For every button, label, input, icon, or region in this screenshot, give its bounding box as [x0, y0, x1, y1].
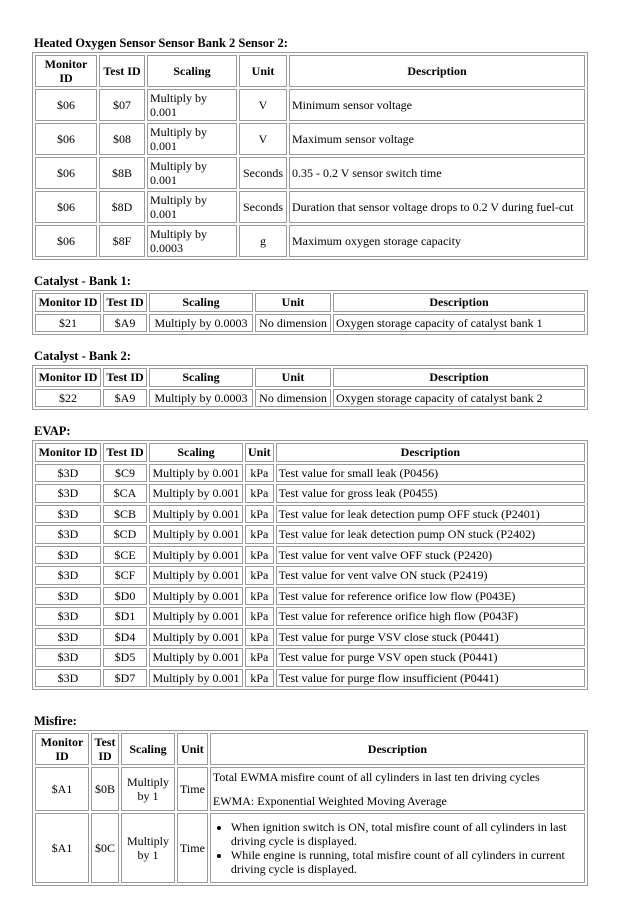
header-monitor-id: Monitor ID: [35, 293, 101, 312]
table-header-row: [35, 443, 585, 462]
table-header-row: [35, 368, 585, 387]
table-row: [35, 648, 585, 667]
cell-test-id: $8D: [99, 191, 145, 223]
cell-unit: Time: [177, 767, 208, 811]
table-row: [35, 566, 585, 585]
cell-unit: kPa: [245, 628, 274, 647]
header-unit: Unit: [177, 733, 208, 765]
cell-scaling: Multiply by 0.0003: [149, 389, 253, 408]
cell-unit: Seconds: [239, 191, 287, 223]
cell-unit: kPa: [245, 648, 274, 667]
table-row: [35, 628, 585, 647]
table-row: [35, 314, 585, 333]
section-title-catalyst-bank-2: Catalyst - Bank 2:: [34, 349, 131, 363]
description-line: EWMA: Exponential Weighted Moving Average: [212, 794, 447, 808]
cell-monitor-id: $3D: [35, 464, 101, 483]
cell-description: Test value for small leak (P0456): [276, 464, 585, 483]
cell-test-id: $D1: [103, 607, 147, 626]
cell-monitor-id: $3D: [35, 484, 101, 503]
cell-test-id: $0B: [91, 767, 119, 811]
cell-unit: g: [239, 225, 287, 257]
cell-unit: V: [239, 89, 287, 121]
header-monitor-id: Monitor ID: [35, 733, 89, 765]
cell-unit: V: [239, 123, 287, 155]
cell-test-id: $CF: [103, 566, 147, 585]
cell-monitor-id: $3D: [35, 648, 101, 667]
section-title-catalyst-bank-1: Catalyst - Bank 1:: [34, 274, 131, 288]
cell-test-id: $D0: [103, 587, 147, 606]
cell-test-id: $08: [99, 123, 145, 155]
header-monitor-id: Monitor ID: [35, 55, 97, 87]
cell-scaling: Multiply by 0.001: [149, 525, 243, 544]
description-line: Total EWMA misfire count of all cylinders in last ten driving cycles: [212, 770, 540, 784]
cell-scaling: Multiply by 0.001: [147, 191, 237, 223]
table-row: [35, 607, 585, 626]
header-unit: Unit: [255, 368, 331, 387]
bullet-item: • When ignition switch is ON, total misfire count of all cylinders in last driving cycle is displayed.: [231, 820, 582, 848]
cell-unit: kPa: [245, 546, 274, 565]
cell-scaling: Multiply by 0.001: [149, 607, 243, 626]
cell-description: Maximum oxygen storage capacity: [289, 225, 585, 257]
header-test-id: Test ID: [99, 55, 145, 87]
cell-unit: Seconds: [239, 157, 287, 189]
cell-scaling: Multiply by 0.001: [147, 89, 237, 121]
cell-monitor-id: $3D: [35, 587, 101, 606]
header-description: Description: [276, 443, 585, 462]
header-test-id: Test ID: [91, 733, 119, 765]
cell-description: Oxygen storage capacity of catalyst bank 2: [333, 389, 585, 408]
cell-unit: kPa: [245, 587, 274, 606]
cell-test-id: $8F: [99, 225, 145, 257]
header-scaling: Scaling: [149, 293, 253, 312]
cell-scaling: Multiply by 0.001: [149, 566, 243, 585]
cell-scaling: Multiply by 0.001: [149, 484, 243, 503]
header-scaling: Scaling: [121, 733, 175, 765]
cell-unit: kPa: [245, 464, 274, 483]
cell-description: [210, 813, 585, 883]
table-header-row: [35, 55, 585, 87]
table-header-row: [35, 733, 585, 765]
cell-description: Test value for purge flow insufficient (P0441): [276, 669, 585, 688]
cell-description: Test value for vent valve ON stuck (P2419): [276, 566, 585, 585]
cell-scaling: Multiply by 1: [121, 813, 175, 883]
cell-monitor-id: $3D: [35, 505, 101, 524]
cell-monitor-id: $A1: [35, 767, 89, 811]
cell-test-id: $C9: [103, 464, 147, 483]
table-misfire: [32, 730, 588, 886]
header-test-id: Test ID: [103, 293, 147, 312]
cell-test-id: $A9: [103, 314, 147, 333]
table-row: [35, 813, 585, 883]
header-scaling: Scaling: [147, 55, 237, 87]
cell-description: Test value for leak detection pump ON stuck (P2402): [276, 525, 585, 544]
cell-scaling: Multiply by 0.0003: [149, 314, 253, 333]
cell-monitor-id: $3D: [35, 566, 101, 585]
header-description: Description: [289, 55, 585, 87]
cell-scaling: Multiply by 0.001: [149, 464, 243, 483]
cell-test-id: $CA: [103, 484, 147, 503]
cell-test-id: $A9: [103, 389, 147, 408]
cell-unit: kPa: [245, 484, 274, 503]
cell-test-id: $CB: [103, 505, 147, 524]
cell-description: Test value for purge VSV close stuck (P0441): [276, 628, 585, 647]
cell-unit: kPa: [245, 669, 274, 688]
cell-monitor-id: $06: [35, 89, 97, 121]
cell-unit: kPa: [245, 607, 274, 626]
cell-scaling: Multiply by 0.001: [149, 505, 243, 524]
cell-monitor-id: $06: [35, 225, 97, 257]
table-row: [35, 546, 585, 565]
cell-test-id: $CD: [103, 525, 147, 544]
cell-scaling: Multiply by 0.001: [149, 546, 243, 565]
cell-test-id: $CE: [103, 546, 147, 565]
cell-test-id: $D7: [103, 669, 147, 688]
cell-monitor-id: $06: [35, 191, 97, 223]
table-row: [35, 157, 585, 189]
header-test-id: Test ID: [103, 443, 147, 462]
header-scaling: Scaling: [149, 443, 243, 462]
description-bullets: [213, 820, 582, 876]
table-row: [35, 505, 585, 524]
table-o2-sensor: [32, 52, 588, 260]
cell-unit: kPa: [245, 505, 274, 524]
section-title-o2-sensor: Heated Oxygen Sensor Sensor Bank 2 Sensor 2:: [34, 36, 288, 50]
cell-monitor-id: $06: [35, 157, 97, 189]
header-description: Description: [333, 293, 585, 312]
table-header-row: [35, 293, 585, 312]
cell-scaling: Multiply by 0.0003: [147, 225, 237, 257]
cell-scaling: Multiply by 0.001: [149, 628, 243, 647]
table-row: [35, 191, 585, 223]
cell-scaling: Multiply by 0.001: [147, 123, 237, 155]
header-test-id: Test ID: [103, 368, 147, 387]
document-page: [32, 36, 588, 900]
description-spacer: [213, 784, 582, 794]
cell-description: Test value for purge VSV open stuck (P0441): [276, 648, 585, 667]
header-monitor-id: Monitor ID: [35, 368, 101, 387]
cell-description: Oxygen storage capacity of catalyst bank 1: [333, 314, 585, 333]
cell-unit: kPa: [245, 566, 274, 585]
bullet-item: • While engine is running, total misfire count of all cylinders in current driving cycle is displayed.: [231, 848, 582, 876]
cell-scaling: Multiply by 0.001: [149, 587, 243, 606]
cell-test-id: $8B: [99, 157, 145, 189]
table-row: [35, 123, 585, 155]
cell-description: Maximum sensor voltage: [289, 123, 585, 155]
table-row: [35, 225, 585, 257]
cell-description: [210, 767, 585, 811]
table-row: [35, 587, 585, 606]
cell-test-id: $D4: [103, 628, 147, 647]
description-block: [213, 770, 582, 808]
cell-scaling: Multiply by 0.001: [149, 648, 243, 667]
table-row: [35, 484, 585, 503]
table-row: [35, 464, 585, 483]
header-description: Description: [333, 368, 585, 387]
cell-unit: No dimension: [255, 314, 331, 333]
table-catalyst-bank-2: [32, 365, 588, 410]
table-row: [35, 389, 585, 408]
table-row: [35, 525, 585, 544]
cell-test-id: $07: [99, 89, 145, 121]
header-scaling: Scaling: [149, 368, 253, 387]
cell-monitor-id: $22: [35, 389, 101, 408]
header-unit: Unit: [245, 443, 274, 462]
cell-description: Duration that sensor voltage drops to 0.2 V during fuel-cut: [289, 191, 585, 223]
cell-description: Test value for gross leak (P0455): [276, 484, 585, 503]
cell-monitor-id: $3D: [35, 669, 101, 688]
header-description: Description: [210, 733, 585, 765]
cell-monitor-id: $21: [35, 314, 101, 333]
cell-description: Test value for reference orifice low flow (P043E): [276, 587, 585, 606]
table-catalyst-bank-1: [32, 290, 588, 335]
cell-scaling: Multiply by 1: [121, 767, 175, 811]
cell-unit: No dimension: [255, 389, 331, 408]
cell-unit: kPa: [245, 525, 274, 544]
cell-test-id: $0C: [91, 813, 119, 883]
cell-monitor-id: $3D: [35, 525, 101, 544]
table-row: [35, 89, 585, 121]
header-monitor-id: Monitor ID: [35, 443, 101, 462]
cell-scaling: Multiply by 0.001: [149, 669, 243, 688]
table-evap: [32, 440, 588, 690]
cell-description: Test value for reference orifice high flow (P043F): [276, 607, 585, 626]
cell-monitor-id: $3D: [35, 628, 101, 647]
cell-description: Test value for leak detection pump OFF stuck (P2401): [276, 505, 585, 524]
header-unit: Unit: [255, 293, 331, 312]
table-row: [35, 767, 585, 811]
cell-monitor-id: $3D: [35, 546, 101, 565]
cell-scaling: Multiply by 0.001: [147, 157, 237, 189]
section-title-misfire: Misfire:: [34, 714, 77, 728]
cell-monitor-id: $06: [35, 123, 97, 155]
cell-description: Minimum sensor voltage: [289, 89, 585, 121]
cell-description: 0.35 - 0.2 V sensor switch time: [289, 157, 585, 189]
section-title-evap: EVAP:: [34, 424, 71, 438]
cell-unit: Time: [177, 813, 208, 883]
cell-monitor-id: $A1: [35, 813, 89, 883]
header-unit: Unit: [239, 55, 287, 87]
cell-description: Test value for vent valve OFF stuck (P2420): [276, 546, 585, 565]
cell-test-id: $D5: [103, 648, 147, 667]
cell-monitor-id: $3D: [35, 607, 101, 626]
table-row: [35, 669, 585, 688]
